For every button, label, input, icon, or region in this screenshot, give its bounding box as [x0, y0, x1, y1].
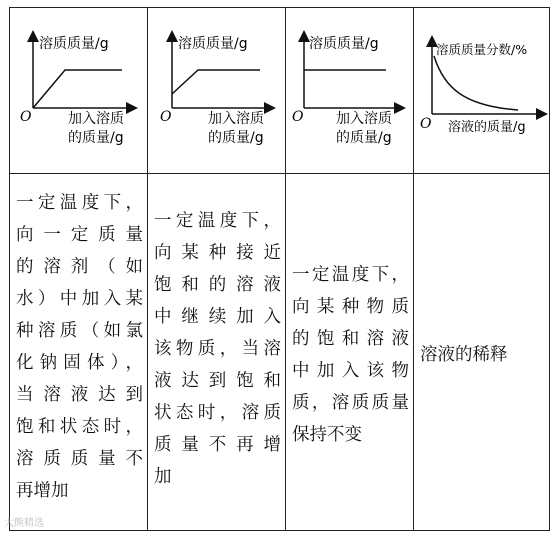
y-axis-label: 溶质质量分数/%: [436, 42, 528, 57]
description-text: [154, 205, 281, 493]
curve: [33, 70, 122, 108]
description-cell-3: [286, 175, 413, 530]
description-line: 质量不再增: [154, 435, 281, 455]
x-axis-label-line1: 加入溶质: [68, 111, 124, 127]
x-axis-label-line1: 加入溶质: [336, 111, 392, 127]
description-line: 水）中加入某: [16, 289, 143, 309]
graph-cell-2: [148, 8, 285, 173]
curve: [172, 70, 260, 94]
origin-label: O: [420, 116, 432, 132]
y-axis-label: 溶质质量/g: [178, 36, 248, 52]
description-line: 一定温度下，: [292, 265, 409, 285]
description-line: 饱和的溶液: [154, 275, 281, 295]
description-line: 中继续加入: [154, 307, 281, 327]
description-cell-1: [10, 175, 147, 530]
description-text: [292, 259, 409, 451]
description-line: 向某种物质: [292, 297, 409, 317]
graph-2: [148, 8, 285, 173]
graph-cell-1: [10, 8, 147, 173]
description-line: 质，溶质质量: [292, 393, 409, 413]
description-line: 溶质质量不: [16, 449, 143, 469]
graph-1: [10, 8, 147, 173]
x-axis-label: 溶液的质量/g: [448, 120, 526, 135]
solution-table: [9, 7, 550, 531]
y-axis-label: 溶质质量/g: [309, 36, 379, 52]
y-axis-label: 溶质质量/g: [39, 36, 109, 52]
description-line: 再增加: [16, 481, 69, 501]
graph-cell-3: [286, 8, 413, 173]
description-line: 保持不变: [292, 425, 362, 445]
watermark: 大熊精选: [4, 518, 44, 529]
x-axis-label-line1: 加入溶质: [208, 111, 264, 127]
x-axis-label-line2: 的质量/g: [208, 130, 264, 146]
description-cell-4: [414, 175, 549, 530]
row-divider: [10, 173, 549, 174]
description-line: 状态时，溶质: [154, 403, 281, 423]
description-line: 饱和状态时，: [16, 417, 143, 437]
x-axis-label-line2: 的质量/g: [336, 130, 392, 146]
description-line: 种溶质（如氯: [16, 321, 143, 341]
description-text: [16, 187, 143, 507]
origin-label: O: [292, 109, 304, 125]
description-line: 加: [154, 467, 172, 487]
graph-cell-4: [414, 8, 549, 173]
description-line: 中加入该物: [292, 361, 409, 381]
description-line: 的饱和溶液: [292, 329, 409, 349]
description-line: 液达到饱和: [154, 371, 281, 391]
description-line: 该物质，当溶: [154, 339, 281, 359]
description-line: 向某种接近: [154, 243, 281, 263]
description-line: 溶液的稀释: [420, 345, 508, 365]
description-line: 一定温度下，: [154, 211, 281, 231]
graph-4: [414, 8, 549, 173]
graph-3: [286, 8, 413, 173]
description-text: [420, 339, 545, 371]
description-cell-2: [148, 175, 285, 530]
origin-label: O: [160, 109, 172, 125]
description-line: 当溶液达到: [16, 385, 143, 405]
origin-label: O: [20, 109, 32, 125]
x-axis-label-line2: 的质量/g: [68, 130, 124, 146]
description-line: 的溶剂（如: [16, 257, 143, 277]
description-line: 化钠固体），: [16, 353, 143, 373]
curve: [434, 56, 518, 110]
description-line: 向一定质量: [16, 225, 143, 245]
description-line: 一定温度下，: [16, 193, 143, 213]
